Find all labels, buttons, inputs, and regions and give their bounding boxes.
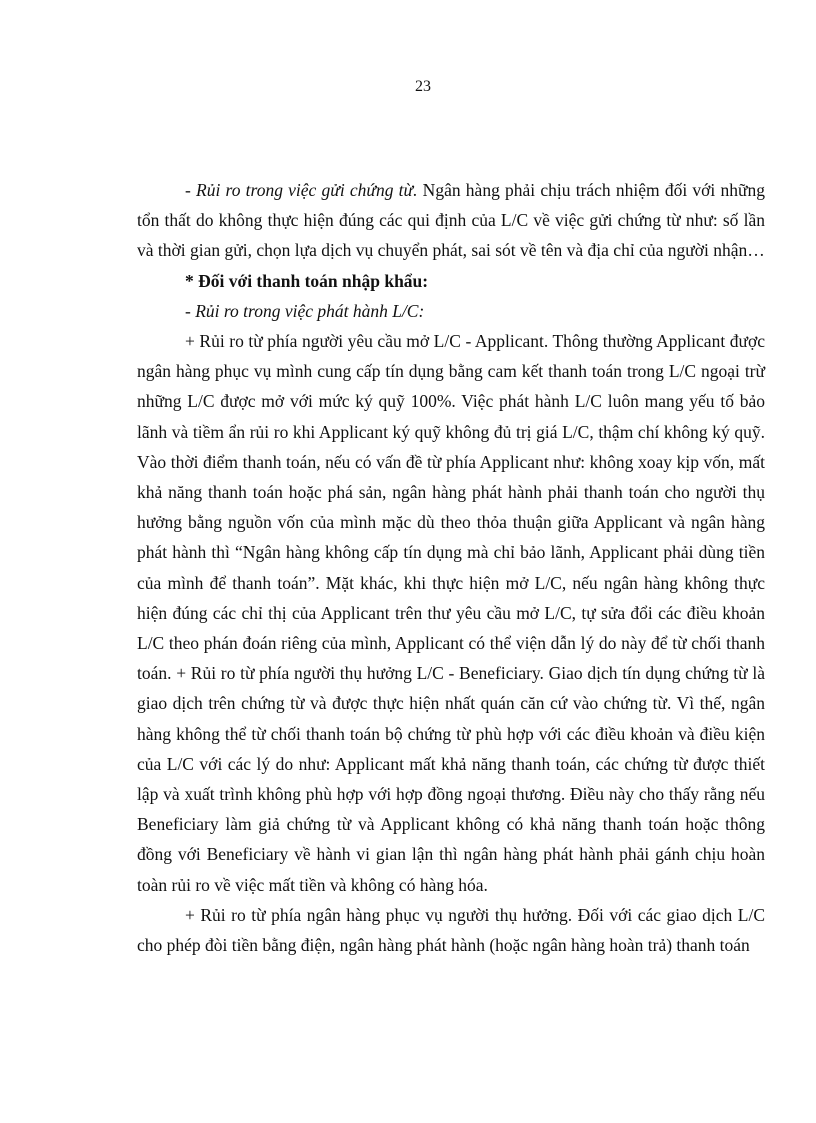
- document-body: [137, 175, 765, 960]
- subsection-heading-lc-issuance-risk: - Rủi ro trong việc phát hành L/C:: [185, 300, 425, 321]
- paragraph-applicant-beneficiary-risk: + Rủi ro từ phía người yêu cầu mở L/C - Applicant. Thông thường Applicant được ngân hàng phục vụ mình cung cấp tín dụng bằng cam kết thanh toán trong L/C ngoại trừ những L/C được mở với mức ký quỹ 100%. Việc phát hành L/C luôn mang yếu tố bảo lãnh và tiềm ẩn rủi ro khi Applicant ký quỹ không đủ trị giá L/C, thậm chí không ký quỹ. Vào thời điểm thanh toán, nếu có vấn đề từ phía Applicant như: không xoay kịp vốn, mất khả năng thanh toán hoặc phá sản, ngân hàng phát hành phải thanh toán cho người thụ hưởng bằng nguồn vốn của mình mặc dù theo thỏa thuận giữa Applicant và ngân hàng phát hành thì “Ngân hàng không cấp tín dụng mà chỉ bảo lãnh, Applicant phải dùng tiền của mình để thanh toán”. Mặt khác, khi thực hiện mở L/C, nếu ngân hàng không thực hiện đúng các chỉ thị của Applicant trên thư yêu cầu mở L/C, tự sửa đổi các điều khoản L/C theo phán đoán riêng của mình, Applicant có thể viện dẫn lý do này để từ chối thanh toán. + Rủi ro từ phía người thụ hưởng L/C - Beneficiary. Giao dịch tín dụng chứng từ là giao dịch trên chứng từ và được thực hiện nhất quán căn cứ vào chứng từ. Vì thế, ngân hàng không thể từ chối thanh toán bộ chứng từ phù hợp với các điều khoản và điều kiện của L/C với các lý do như: Applicant mất khả năng thanh toán, các chứng từ được thiết lập và xuất trình không phù hợp với hợp đồng ngoại thương. Điều này cho thấy rằng nếu Beneficiary làm giả chứng từ và Applicant không có khả năng thanh toán hoặc thông đồng với Beneficiary về hành vi gian lận thì ngân hàng phát hành phải gánh chịu hoàn toàn rủi ro về việc mất tiền và không có hàng hóa.: [137, 331, 765, 895]
- section-heading-import-payment: * Đối với thanh toán nhập khẩu:: [185, 270, 429, 291]
- paragraph-beneficiary-bank-risk: + Rủi ro từ phía ngân hàng phục vụ người thụ hưởng. Đối với các giao dịch L/C cho phép đòi tiền bằng điện, ngân hàng phát hành (hoặc ngân hàng hoàn trả) thanh toán: [137, 904, 765, 956]
- paragraph-text: Ngân hàng phải chịu trách nhiệm đối với những tổn thất do không thực hiện đúng các qui định của L/C về việc gửi chứng từ như: số lần và thời gian gửi, chọn lựa dịch vụ chuyển phát, sai sót về tên và địa chỉ của người nhận…: [137, 180, 765, 261]
- page-number: 23: [415, 78, 431, 95]
- paragraph-document-sending-risk: [137, 175, 765, 266]
- paragraph-lead: - Rủi ro trong việc gửi chứng từ.: [185, 180, 418, 200]
